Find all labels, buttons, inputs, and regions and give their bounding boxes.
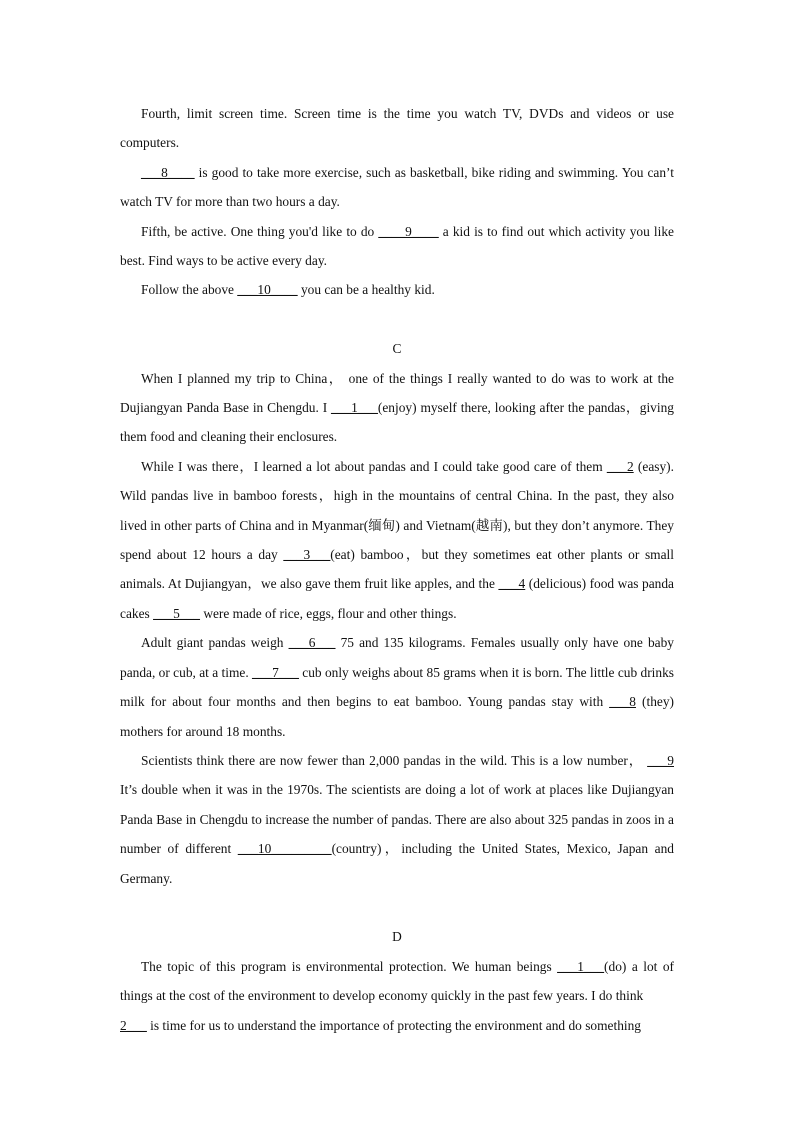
section-d-body xyxy=(120,952,674,1040)
paragraph-text: Fourth, limit screen time. Screen time is the time you watch TV, DVDs and videos or use computers. xyxy=(120,106,674,151)
answer-blank: ___7___ xyxy=(252,664,299,680)
paragraph-text: cub only weighs about 85 grams when it is born. The little cub drinks milk for about four months and then begins to eat bamboo. Young pandas stay with xyxy=(120,664,674,710)
answer-blank: 2___ xyxy=(120,1017,147,1033)
paragraph-text: Follow the above xyxy=(141,282,238,298)
section-b-tail xyxy=(120,99,674,305)
answer-blank: ___1___ xyxy=(557,958,605,974)
paragraph-text: (they) mothers for around 18 months. xyxy=(120,694,674,739)
paragraph-text: (eat) bamboo，but they sometimes eat other plants or small animals. At Dujiangyan，we also gave them fruit like apples, and the xyxy=(120,547,674,592)
section-c-title: C xyxy=(392,341,402,357)
paragraph-text: were made of rice, eggs, flour and other things. xyxy=(199,605,457,621)
paragraph xyxy=(120,275,674,304)
section-gap xyxy=(120,893,674,922)
section-c-body xyxy=(120,364,674,893)
paragraph xyxy=(120,746,674,893)
answer-blank: ___9 xyxy=(647,752,674,768)
paragraph-text: (easy). Wild pandas live in bamboo forests，high in the mountains of central China. In the past, they also lived in other parts of China and in Myanmar(缅甸) and Vietnam(越南), but they don’t anymore. They spend about 12 hours a day xyxy=(120,458,674,563)
answer-blank: ___8____ xyxy=(141,164,195,180)
answer-blank: ___10_________ xyxy=(237,841,332,857)
answer-blank: ___8 xyxy=(609,694,636,710)
answer-blank: ___6___ xyxy=(288,635,336,651)
paragraph xyxy=(120,952,674,1011)
answer-blank: ___2 xyxy=(606,458,634,474)
paragraph-text: Fifth, be active. One thing you'd like to do xyxy=(141,223,379,239)
answer-blank: ___3___ xyxy=(283,547,331,563)
paragraph-text: (do) a lot of things at the cost of the environment to develop economy quickly in the past few years. I do think xyxy=(120,958,674,1004)
answer-blank: ___5___ xyxy=(153,605,200,621)
paragraph-text: is good to take more exercise, such as basketball, bike riding and swimming. You can’t watch TV for more than two hours a day. xyxy=(120,164,674,210)
section-gap xyxy=(120,305,674,334)
paragraph xyxy=(120,1011,674,1040)
paragraph xyxy=(120,217,674,276)
paragraph-text: It’s double when it was in the 1970s. The scientists are doing a lot of work at places like Dujiangyan Panda Base in Chengdu to increase the number of pandas. There are also about 325 pandas in zoos in a number of different xyxy=(120,782,674,857)
paragraph-text: 75 and 135 kilograms. Females usually only have one baby panda, or cub, at a time. xyxy=(120,635,674,680)
paragraph-text: Adult giant pandas weigh xyxy=(141,635,289,651)
paragraph-text: (delicious) food was panda cakes xyxy=(120,576,674,621)
answer-blank: ____9____ xyxy=(378,223,439,239)
paragraph xyxy=(120,452,674,628)
paragraph xyxy=(120,628,674,746)
paragraph-text: you can be a healthy kid. xyxy=(297,282,435,298)
answer-blank: ___1___ xyxy=(331,400,378,416)
paragraph-text: a kid is to find out which activity you like best. Find ways to be active every day. xyxy=(120,223,675,269)
paragraph-text: Scientists think there are now fewer than 2,000 pandas in the wild. This is a low number， xyxy=(141,752,648,768)
answer-blank: ___10____ xyxy=(237,282,298,298)
paragraph-text: While I was there，I learned a lot about pandas and I could take good care of them xyxy=(141,458,607,474)
paragraph xyxy=(120,364,674,452)
paragraph-text: (enjoy) myself there, looking after the pandas，giving them food and cleaning their enclosures. xyxy=(120,400,674,445)
document-page xyxy=(120,99,674,1040)
paragraph xyxy=(120,99,674,158)
paragraph-text: When I planned my trip to China， one of the things I really wanted to do was to work at the Dujiangyan Panda Base in Chengdu. I xyxy=(120,370,674,416)
answer-blank: ___4 xyxy=(498,576,526,592)
paragraph-text: The topic of this program is environmental protection. We human beings xyxy=(141,958,558,974)
paragraph-text: is time for us to understand the importance of protecting the environment and do something xyxy=(146,1017,642,1033)
paragraph xyxy=(120,158,674,217)
section-d-title: D xyxy=(392,929,402,945)
paragraph-text: (country)，including the United States, Mexico, Japan and Germany. xyxy=(120,841,674,886)
